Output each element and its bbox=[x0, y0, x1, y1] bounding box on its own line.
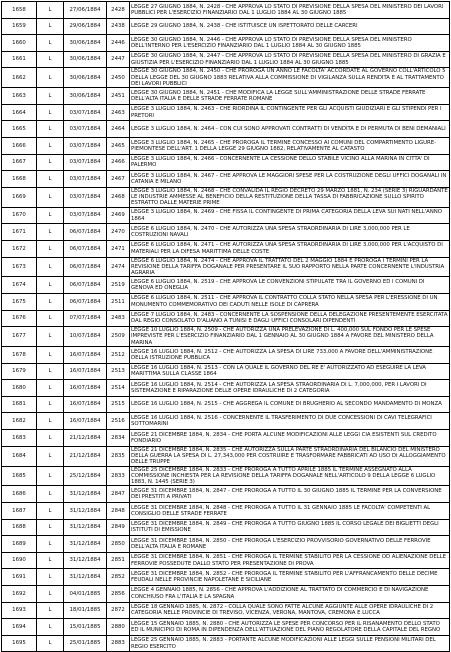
table-row bbox=[2, 413, 450, 430]
record-type-cell: L bbox=[37, 257, 64, 277]
record-date-cell: 29/06/1884 bbox=[64, 18, 107, 35]
record-code-cell: 2470 bbox=[107, 224, 130, 241]
table-row bbox=[2, 171, 450, 188]
record-type-cell: L bbox=[37, 277, 64, 294]
record-type-cell: L bbox=[37, 121, 64, 138]
record-date-cell: 31/12/1884 bbox=[64, 569, 107, 586]
record-code-cell: 2883 bbox=[107, 635, 130, 652]
record-description-cell: LEGGE 3 LUGLIO 1884, N. 2466 - CONCERNENTE LA CESSIONE DELLO STABILE VICINO ALLA MARINA IN CITTA' DI PALERMO bbox=[130, 154, 450, 171]
record-date-cell: 27/06/1884 bbox=[64, 2, 107, 19]
record-number-cell: 1666 bbox=[2, 138, 37, 155]
table-row bbox=[2, 2, 450, 19]
record-code-cell: 2848 bbox=[107, 503, 130, 520]
record-description-cell: LEGGE 10 LUGLIO 1884, N. 2509 - CHE AUTORIZZA UNA PRELEVAZIONE DI L. 400,000 SUL FONDO PER LE SPESE IMPREVISTE PER L'ESERCIZIO FINANZIARIO DAL 1 GENNAIO AL 30 GIUGNO 1884 A FAVORE DEL MINISTERO DELLA MARINA bbox=[130, 327, 450, 347]
record-description-cell: LEGGE 31 DICEMBRE 1884, N. 2850 - CHE PROROGA L'ESERCIZIO PROVVISORIO GOVERNATIVO DELLE FERROVIE DELL'ALTA ITALIA E ROMANE bbox=[130, 536, 450, 553]
record-number-cell: 1694 bbox=[2, 619, 37, 636]
record-type-cell: L bbox=[37, 486, 64, 503]
table-row bbox=[2, 380, 450, 397]
record-type-cell: L bbox=[37, 503, 64, 520]
record-description-cell: LEGGE 29 GIUGNO 1884, N. 2438 - CHE ISTITUISCE UN ISPETTORATO DELLE CARCERI bbox=[130, 18, 450, 35]
record-code-cell: 2451 bbox=[107, 88, 130, 105]
record-number-cell: 1659 bbox=[2, 18, 37, 35]
record-date-cell: 30/06/1884 bbox=[64, 51, 107, 68]
record-description-cell: LEGGE 16 LUGLIO 1884, N. 2514 - CHE AUTORIZZA LA SPESA STRAORDINARIA DI L. 7,000,000, PER I LAVORI DI SISTEMAZIONE E RIPARAZIONE DELLE OPERE IDRAULICHE DI 2 CATEGORIA bbox=[130, 380, 450, 397]
record-type-cell: L bbox=[37, 138, 64, 155]
record-date-cell: 03/07/1884 bbox=[64, 104, 107, 121]
record-date-cell: 21/12/1884 bbox=[64, 446, 107, 466]
record-number-cell: 1688 bbox=[2, 519, 37, 536]
record-code-cell: 2856 bbox=[107, 585, 130, 602]
record-number-cell: 1660 bbox=[2, 35, 37, 52]
record-code-cell: 2851 bbox=[107, 552, 130, 569]
registry-table bbox=[1, 1, 450, 652]
table-row bbox=[2, 18, 450, 35]
record-code-cell: 2471 bbox=[107, 240, 130, 257]
table-row bbox=[2, 552, 450, 569]
record-type-cell: L bbox=[37, 536, 64, 553]
record-description-cell: LEGGE 31 DICEMBRE 1884, N. 2849 - CHE PROROGA A TUTTO GIUGNO 1885 IL CORSO LEGALE DEI BIGLIETTI DEGLI ISTITUTI DI EMISSIONE bbox=[130, 519, 450, 536]
record-description-cell: LEGGE 7 LUGLIO 1884, N. 2483 - CONCERNENTE LA SOSPENSIONE DELLA DELEGAZIONE PRESENTEMENTE ESERCITATA DAL REGIO CONSOLATO D'ALIANO A TUNISI E DAGLI UFFICI CONSOLARI DIPENDENTI bbox=[130, 310, 450, 327]
record-number-cell: 1691 bbox=[2, 569, 37, 586]
record-code-cell: 2450 bbox=[107, 68, 130, 88]
record-description-cell: LEGGE 3 LUGLIO 1884, N. 2468 - CHE CONVALIDA IL REGIO DECRETO 29 MARZO 1881, N. 234 (SERIE 3) RIGUARDANTE LE INDUSTRIE AMMESSE AL BENEFICIO DELLA RESTITUZIONE DELLA TASSA DI FABBRICAZIONE SULLO SPIRITO ESTRATTO DALLE MATERIE PRIME bbox=[131, 187, 448, 207]
record-code-cell: 2849 bbox=[107, 519, 130, 536]
record-date-cell: 31/12/1884 bbox=[64, 503, 107, 520]
table-row bbox=[2, 207, 450, 224]
record-type-cell: L bbox=[37, 363, 64, 380]
record-number-cell: 1664 bbox=[2, 104, 37, 121]
table-row bbox=[2, 486, 450, 503]
record-date-cell: 03/07/1884 bbox=[64, 138, 107, 155]
record-type-cell: L bbox=[37, 187, 64, 207]
record-description-cell: LEGGE 16 LUGLIO 1884, N. 2516 - CONCERNENTE IL TRASFERIMENTO DI DUE CONCESSIONI DI CAVI TELEGRAFICI SOTTOMARINI bbox=[130, 413, 450, 430]
record-number-cell: 1663 bbox=[2, 88, 37, 105]
record-number-cell: 1669 bbox=[2, 187, 37, 207]
record-type-cell: L bbox=[37, 224, 64, 241]
record-number-cell: 1678 bbox=[2, 347, 37, 364]
record-number-cell: 1665 bbox=[2, 121, 37, 138]
record-description-cell: LEGGE 16 LUGLIO 1884, N. 2513 - CON LA QUALE IL GOVERNO DEL RE E' AUTORIZZATO AD ESEGUIRE LA LEVA MARITTIMA SULLA CLASSE 1864 bbox=[130, 363, 450, 380]
record-number-cell: 1693 bbox=[2, 602, 37, 619]
record-date-cell: 10/07/1884 bbox=[64, 327, 107, 347]
record-code-cell: 2469 bbox=[107, 207, 130, 224]
record-type-cell: L bbox=[37, 104, 64, 121]
record-type-cell: L bbox=[37, 569, 64, 586]
record-type-cell: L bbox=[37, 171, 64, 188]
record-date-cell: 04/01/1885 bbox=[64, 585, 107, 602]
record-date-cell: 03/07/1884 bbox=[64, 154, 107, 171]
record-date-cell: 31/12/1884 bbox=[64, 536, 107, 553]
record-number-cell: 1675 bbox=[2, 293, 37, 310]
table-row bbox=[2, 88, 450, 105]
record-date-cell: 30/06/1884 bbox=[64, 35, 107, 52]
record-type-cell: L bbox=[37, 88, 64, 105]
record-date-cell: 03/07/1884 bbox=[64, 207, 107, 224]
record-description-cell: LEGGE 31 DICEMBRE 1884, N. 2848 - CHE PROROGA A TUTTO IL 31 GENNAIO 1885 LE FACOLTA' COMPETENTI AL CONSIGLIO DELLE STRADE FERRATE bbox=[130, 503, 450, 520]
record-date-cell: 16/07/1884 bbox=[64, 413, 107, 430]
record-description-cell: LEGGE 18 GENNAIO 1885, N. 2872 - COLLA QUALE SONO FATTE ALCUNE AGGIUNTE ALLE OPERE IDRAULICHE DI 2 CATEGORIA NELLE PROVINCIE DI TREVISO, VICENZA, VERONA, MANTOVA, CREMONA E LUCCA bbox=[130, 602, 450, 619]
record-number-cell: 1685 bbox=[2, 466, 37, 486]
record-number-cell: 1674 bbox=[2, 277, 37, 294]
record-type-cell: L bbox=[37, 430, 64, 447]
record-type-cell: L bbox=[37, 2, 64, 19]
table-row bbox=[2, 51, 450, 68]
record-description-cell: LEGGE 25 GENNAIO 1885, N. 2883 - PORTANTE ALCUNE MODIFICAZIONI ALLE LEGGI SULLE PENSIONI MILITARI DEL REGIO ESERCITO bbox=[130, 635, 450, 652]
record-description-cell: LEGGE 6 LUGLIO 1884, N. 2519 - CHE APPROVA LE CONVENZIONI STIPULATE TRA IL GOVERNO ED I COMUNI DI GENOVA ED ONEGLIA bbox=[130, 277, 450, 294]
record-description-cell: LEGGE 21 DICEMBRE 1884, N. 2834 - CHE PORTA ALCUNE MODIFICAZIONI ALLE LEGGI CIA ESISTENTI SUL CREDITO FONDIARIO bbox=[130, 430, 450, 447]
table-row bbox=[2, 104, 450, 121]
record-date-cell: 03/07/1884 bbox=[64, 121, 107, 138]
record-date-cell: 07/07/1884 bbox=[64, 310, 107, 327]
record-date-cell: 06/07/1884 bbox=[64, 293, 107, 310]
record-description-cell: LEGGE 3 LUGLIO 1884, N. 2463 - CHE RIORDINA IL CONTINGENTE PER GLI ACQUISTI GIUDIZIARI E GLI STIPENDI PER I PRETORI bbox=[130, 104, 450, 121]
table-row bbox=[2, 138, 450, 155]
record-code-cell: 2872 bbox=[107, 602, 130, 619]
record-type-cell: L bbox=[37, 446, 64, 466]
table-row bbox=[2, 68, 450, 88]
record-code-cell: 2467 bbox=[107, 171, 130, 188]
record-type-cell: L bbox=[37, 552, 64, 569]
table-row bbox=[2, 396, 450, 413]
record-number-cell: 1658 bbox=[2, 2, 37, 19]
record-date-cell: 31/12/1884 bbox=[64, 519, 107, 536]
registry-body bbox=[2, 2, 450, 652]
record-type-cell: L bbox=[37, 207, 64, 224]
record-code-cell: 2464 bbox=[107, 121, 130, 138]
record-description-cell: LEGGE 16 LUGLIO 1884, N. 2515 - CHE AGGREGA IL COMUNE DI BRUGHERIO AL SECONDO MANDAMENTO DI MONZA bbox=[130, 396, 450, 413]
record-date-cell: 21/12/1884 bbox=[64, 430, 107, 447]
record-number-cell: 1687 bbox=[2, 503, 37, 520]
record-code-cell: 2446 bbox=[107, 35, 130, 52]
table-row bbox=[2, 327, 450, 347]
record-date-cell: 31/12/1884 bbox=[64, 486, 107, 503]
record-type-cell: L bbox=[37, 380, 64, 397]
record-type-cell: L bbox=[37, 585, 64, 602]
record-number-cell: 1681 bbox=[2, 396, 37, 413]
record-description-cell: LEGGE 3 LUGLIO 1884, N. 2467 - CHE APPROVA LE MAGGIORI SPESE PER LA COSTRUZIONE DEGLI UFFICI DOGANALI IN CATANIA E MILANO bbox=[130, 171, 450, 188]
record-number-cell: 1686 bbox=[2, 486, 37, 503]
table-row bbox=[2, 240, 450, 257]
record-number-cell: 1671 bbox=[2, 224, 37, 241]
record-code-cell: 2880 bbox=[107, 619, 130, 636]
record-number-cell: 1679 bbox=[2, 363, 37, 380]
record-description-cell: LEGGE 4 GENNAIO 1885, N. 2856 - CHE APPROVA L'ADDIZIONE AL TRATTATO DI COMMERCIO E DI NAVIGAZIONE CONCHIUSO FRA L'ITALIA E LA SPAGNA bbox=[130, 585, 450, 602]
record-description-cell: LEGGE 6 LUGLIO 1884, N. 2471 - CHE AUTORIZZA UNA SPESA STRAORDINARIA DI LIRE 3,000,000 PER L'ACQUISTO DI MATERIALI PER LA DIFESA MARITTIMA DELLE COSTE bbox=[130, 240, 450, 257]
record-number-cell: 1692 bbox=[2, 585, 37, 602]
record-date-cell: 06/07/1884 bbox=[64, 257, 107, 277]
table-row bbox=[2, 293, 450, 310]
record-code-cell: 2852 bbox=[107, 569, 130, 586]
record-description-cell: LEGGE 3 LUGLIO 1884, N. 2469 - CHE FISSA IL CONTINGENTE DI PRIMA CATEGORIA DELLA LEVA SUI NATI NELL'ANNO 1864 bbox=[130, 207, 450, 224]
record-description-cell: LEGGE 27 GIUGNO 1884, N. 2428 - CHE APPROVA LO STATO DI PREVISIONE DELLA SPESA DEL MINISTERO DEI LAVORI PUBBLICI PER L'ESERCIZIO FINANZIARIO DAL 1 LUGLIO 1884 AL 30 GIUGNO 1885 bbox=[130, 2, 450, 19]
record-type-cell: L bbox=[37, 619, 64, 636]
record-type-cell: L bbox=[37, 466, 64, 486]
record-description-cell: LEGGE 6 LUGLIO 1884, N. 2474 - CHE APPROVA IL TRATTATO DEL 2 MAGGIO 1884 E PROROGA I TERMINI PER LA REVISIONE DELLA TARIFFA DOGANALE PER PRESENTARE IL SUO RAPPORTO NELLA PARTE CONCERNENTE L'INDUSTRIA AGRARIA bbox=[130, 257, 450, 277]
record-date-cell: 06/07/1884 bbox=[64, 224, 107, 241]
record-type-cell: L bbox=[37, 519, 64, 536]
record-type-cell: L bbox=[37, 35, 64, 52]
record-type-cell: L bbox=[37, 240, 64, 257]
record-code-cell: 2465 bbox=[107, 138, 130, 155]
record-number-cell: 1690 bbox=[2, 552, 37, 569]
record-description-cell: LEGGE 30 GIUGNO 1884, N. 2446 - CHE APPROVA LO STATO DI PREVISIONE DELLA SPESA DEL MINISTERO DELL'INTERNO PER L'ESERCIZIO FINANZIARIO DAL 1 LUGLIO 1884 AL 30 GIUGNO 1885 bbox=[130, 35, 450, 52]
record-type-cell: L bbox=[37, 347, 64, 364]
record-code-cell: 2447 bbox=[107, 51, 130, 68]
table-row bbox=[2, 187, 450, 207]
record-code-cell: 2833 bbox=[107, 466, 130, 486]
record-description-cell: LEGGE 3 LUGLIO 1884, N. 2465 - CHE PROROGA IL TERMINE CONCESSO AI COMUNI DEL COMPARTIMENTO LIGURE-PIEMONTESE DELL'ART. 1 DELLA LEGGE 29 GIUGNO 1882, RELATIVAMENTE AL CATASTO bbox=[130, 138, 450, 155]
record-code-cell: 2834 bbox=[107, 430, 130, 447]
table-row bbox=[2, 519, 450, 536]
record-type-cell: L bbox=[37, 18, 64, 35]
record-number-cell: 1667 bbox=[2, 154, 37, 171]
record-code-cell: 2483 bbox=[107, 310, 130, 327]
table-row bbox=[2, 430, 450, 447]
record-description-cell: LEGGE 6 LUGLIO 1884, N. 2470 - CHE AUTORIZZA UNA SPESA STRAORDINARIA DI LIRE 3,000,000 PER LE COSTRUZIONI NAVALI bbox=[130, 224, 450, 241]
record-number-cell: 1670 bbox=[2, 207, 37, 224]
record-description-cell: LEGGE 3 LUGLIO 1884, N. 2464 - CON CUI SONO APPROVATI CONTRATTI DI VENDITA E DI PERMUTA DI BENI DEMANIALI bbox=[130, 121, 450, 138]
record-code-cell: 2516 bbox=[107, 413, 130, 430]
record-code-cell: 2428 bbox=[107, 2, 130, 19]
table-row bbox=[2, 446, 450, 466]
record-code-cell: 2850 bbox=[107, 536, 130, 553]
record-code-cell: 2512 bbox=[107, 347, 130, 364]
record-number-cell: 1673 bbox=[2, 257, 37, 277]
table-row bbox=[2, 154, 450, 171]
record-type-cell: L bbox=[37, 51, 64, 68]
record-code-cell: 2513 bbox=[107, 363, 130, 380]
record-description-cell: LEGGE 21 DICEMBRE 1884, N. 2835 - CHE AUTORIZZA SULLA PARTE STRAORDINARIA DEL BILANCIO DEL MINISTERO DELLA GUERRA LA SPESA DI L. 27,343,000 PER COSTRUIRE E TRASFORMARE FABBRICATI AD USO DI ALLOGGIAMENTO DELLE TRUPPE bbox=[130, 446, 450, 466]
table-row bbox=[2, 619, 450, 636]
record-number-cell: 1682 bbox=[2, 413, 37, 430]
record-description-cell: LEGGE 30 GIUGNO 1884, N. 2447 - CHE APPROVA LO STATO DI PREVISIONE DELLA SPESA DEL MINISTERO DI GRAZIA E GIUSTIZIA PER L'ESERCIZIO FINANZIARIO DAL 1 LUGLIO 1884 AL 30 GIUGNO 1885 bbox=[130, 51, 450, 68]
record-code-cell: 2509 bbox=[107, 327, 130, 347]
record-description-cell: LEGGE 6 LUGLIO 1884, N. 2511 - CHE APPROVA IL CONTRATTO COLLA STATO NELLA SPESA PER L'ERESSIONE DI UN MONUMENTO COMMEMORATIVO DEI CADUTI NELLE ISOLE DI CAPRERA bbox=[130, 293, 450, 310]
record-date-cell: 16/07/1884 bbox=[64, 363, 107, 380]
record-type-cell: L bbox=[37, 413, 64, 430]
record-type-cell: L bbox=[37, 635, 64, 652]
table-row bbox=[2, 536, 450, 553]
record-date-cell: 03/07/1884 bbox=[64, 187, 107, 207]
record-number-cell: 1661 bbox=[2, 51, 37, 68]
record-code-cell: 2511 bbox=[107, 293, 130, 310]
record-date-cell: 16/07/1884 bbox=[64, 347, 107, 364]
record-number-cell: 1677 bbox=[2, 327, 37, 347]
record-description-cell: LEGGE 15 GENNAIO 1885, N. 2880 - CHE AUTORIZZA LE SPESE PER CONCORSO PER IL RISANAMENTO DELLO STATO ED IL MUNICIPIO DI ROMA IN DIPENDENZA DELL'ATTUAZIONE DEL PIANO REGOLATORE DELLA CAPITALE DEL REGNO bbox=[130, 619, 450, 636]
record-code-cell: 2438 bbox=[107, 18, 130, 35]
record-type-cell: L bbox=[37, 602, 64, 619]
record-number-cell: 1695 bbox=[2, 635, 37, 652]
table-row bbox=[2, 585, 450, 602]
table-row bbox=[2, 503, 450, 520]
table-row bbox=[2, 635, 450, 652]
record-description-cell: LEGGE 31 DICEMBRE 1884, N. 2852 - CHE PROROGA IL TERMINE STABILITO PER L'AFFRANCAMENTO DELLE DECIME FEUDALI NELLE PROVINCIE NAPOLETANE E SICILIANE bbox=[130, 569, 450, 586]
record-date-cell: 15/01/1885 bbox=[64, 619, 107, 636]
record-number-cell: 1683 bbox=[2, 430, 37, 447]
record-date-cell: 18/01/1885 bbox=[64, 602, 107, 619]
record-type-cell: L bbox=[37, 68, 64, 88]
table-row bbox=[2, 466, 450, 486]
table-row bbox=[2, 602, 450, 619]
table-row bbox=[2, 363, 450, 380]
record-type-cell: L bbox=[37, 154, 64, 171]
table-row bbox=[2, 257, 450, 277]
record-code-cell: 2514 bbox=[107, 380, 130, 397]
record-type-cell: L bbox=[37, 327, 64, 347]
record-date-cell: 06/07/1884 bbox=[64, 277, 107, 294]
record-number-cell: 1668 bbox=[2, 171, 37, 188]
record-description-cell: LEGGE 31 DICEMBRE 1884, N. 2847 - CHE PROROGA A TUTTO IL 30 GIUGNO 1885 IL TERMINE PER LA CONVERSIONE DEI PRESTITI A PRIVATI bbox=[130, 486, 450, 503]
record-date-cell: 25/12/1884 bbox=[64, 466, 107, 486]
record-code-cell: 2835 bbox=[107, 446, 130, 466]
record-code-cell: 2474 bbox=[107, 257, 130, 277]
record-date-cell: 30/06/1884 bbox=[64, 88, 107, 105]
record-description-cell: LEGGE 30 GIUGNO 1884, N. 2450 - CHE PROROGA UN ANNO LE FACOLTA' ACCORDATE AL GOVERNO COLL'ARTICOLO 5 DELLA LEGGE DEL 30 GIUGNO 1883 RELATIVA ALLA COMMISSIONE DI VIGILANZA SULLA RENDITA E AL TRATTAMENTO DEI LAVORI PUBBLICI bbox=[130, 68, 450, 88]
table-row bbox=[2, 224, 450, 241]
table-row bbox=[2, 347, 450, 364]
table-row bbox=[2, 277, 450, 294]
table-row bbox=[2, 35, 450, 52]
record-number-cell: 1672 bbox=[2, 240, 37, 257]
record-code-cell: 2847 bbox=[107, 486, 130, 503]
record-date-cell: 31/12/1884 bbox=[64, 552, 107, 569]
record-description-cell: LEGGE 25 DICEMBRE 1884, N. 2833 - CHE PROROGA A TUTTO APRILE 1885 IL TERMINE ASSEGNATO ALLA COMMISSIONE INCHIESTA PER LA REVISIONE DELLA TARIFFA DOGANALE NELL'ARTICOLO 9 DELLA LEGGE 6 LUGLIO 1883, N. 1445 (SERIE 3) bbox=[130, 466, 450, 486]
record-description-cell: LEGGE 30 GIUGNO 1884, N. 2451 - CHE MODIFICA LA LEGGE SULL'AMMINISTRAZIONE DELLE STRADE FERRATE DELL'ALTA ITALIA E DELLE STRADE FERRATE ROMANE bbox=[130, 88, 450, 105]
record-number-cell: 1680 bbox=[2, 380, 37, 397]
record-description-cell: LEGGE 16 LUGLIO 1884, N. 2512 - CHE AUTORIZZA LA SPESA DI LIRE 733,000 A FAVORE DELL'AMMINISTRAZIONE DELLA ISTRUZIONE PUBBLICA bbox=[130, 347, 450, 364]
table-row bbox=[2, 121, 450, 138]
record-code-cell: 2468 bbox=[107, 187, 130, 207]
record-type-cell: L bbox=[37, 310, 64, 327]
record-number-cell: 1689 bbox=[2, 536, 37, 553]
record-number-cell: 1684 bbox=[2, 446, 37, 466]
record-code-cell: 2515 bbox=[107, 396, 130, 413]
record-type-cell: L bbox=[37, 293, 64, 310]
record-date-cell: 06/07/1884 bbox=[64, 240, 107, 257]
record-date-cell: 16/07/1884 bbox=[64, 396, 107, 413]
record-date-cell: 25/01/1885 bbox=[64, 635, 107, 652]
table-row bbox=[2, 569, 450, 586]
table-row bbox=[2, 310, 450, 327]
record-code-cell: 2466 bbox=[107, 154, 130, 171]
record-code-cell: 2463 bbox=[107, 104, 130, 121]
record-type-cell: L bbox=[37, 396, 64, 413]
record-number-cell: 1662 bbox=[2, 68, 37, 88]
record-date-cell: 03/07/1884 bbox=[64, 171, 107, 188]
record-code-cell: 2519 bbox=[107, 277, 130, 294]
record-date-cell: 16/07/1884 bbox=[64, 380, 107, 397]
record-date-cell: 30/06/1884 bbox=[64, 68, 107, 88]
record-description-cell: LEGGE 31 DICEMBRE 1884, N. 2851 - CHE PROROGA IL TERMINE STABILITO PER LA CESSIONE OD ALIENAZIONE DELLE FERROVIE POSSEDUTE DALLO STATO PER PRESENTAZIONE DI PROVA bbox=[130, 552, 450, 569]
record-number-cell: 1676 bbox=[2, 310, 37, 327]
